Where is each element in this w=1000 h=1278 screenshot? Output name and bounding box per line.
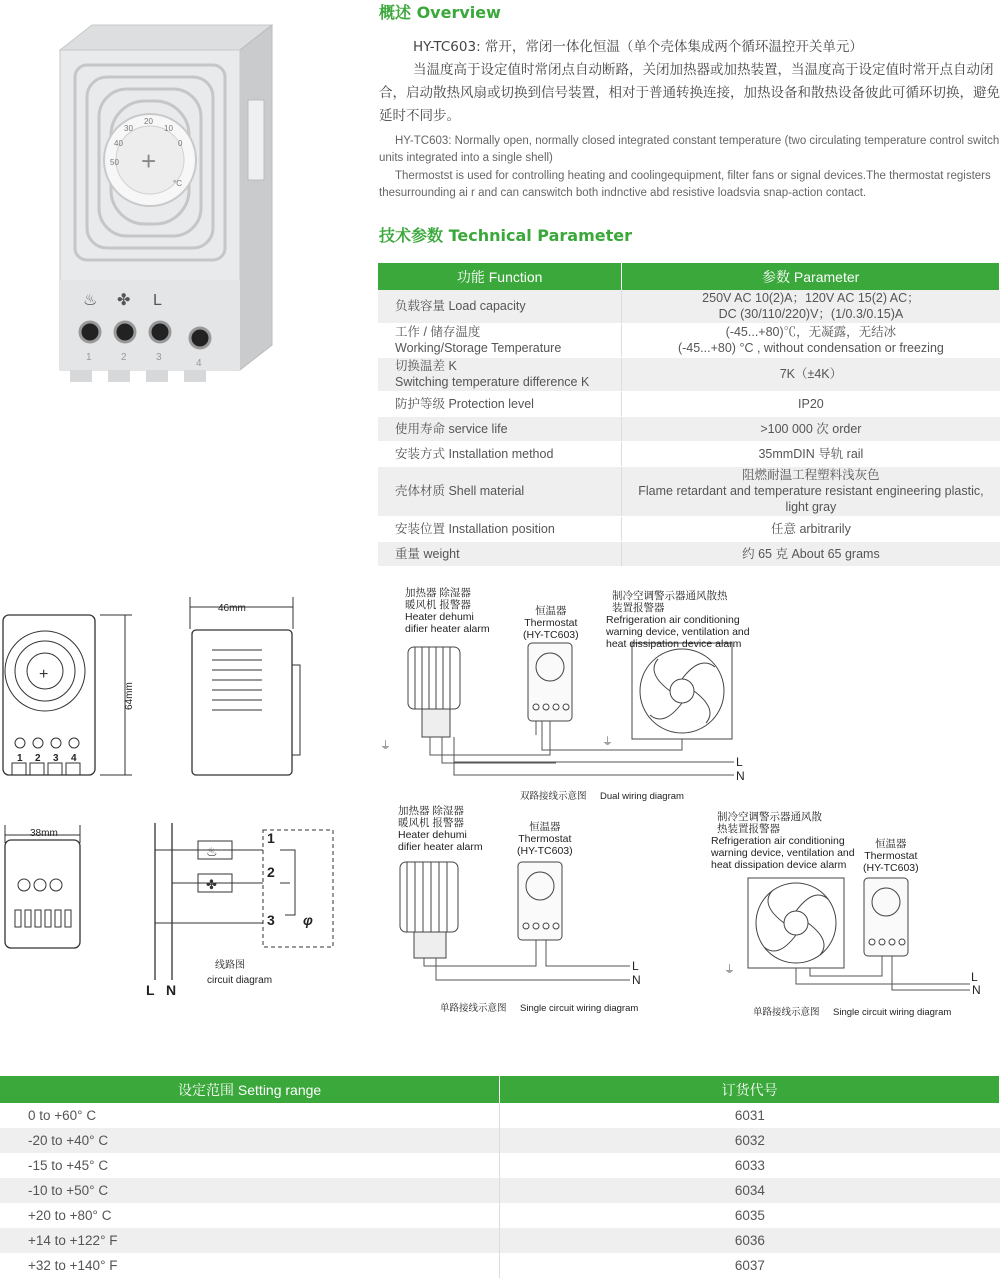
- spec-function: 安装位置 Installation position: [378, 516, 622, 541]
- dual-label-n: N: [736, 769, 745, 783]
- table-row: [0, 1253, 1000, 1278]
- terminal-number: 3: [156, 352, 162, 363]
- terminal-number: 1: [86, 352, 92, 363]
- table-row: [0, 1153, 1000, 1178]
- single-left-thermostat-label: 恒温器 Thermostat (HY-TC603): [517, 821, 573, 857]
- circuit-terminal-number: 3: [267, 912, 275, 928]
- ground-icon: ⏚: [602, 736, 613, 748]
- table-row: [378, 290, 1000, 323]
- front-terminal-number: 1: [17, 753, 23, 764]
- circuit-label-l: L: [146, 982, 155, 998]
- order-code: 6037: [500, 1253, 1000, 1278]
- table-row: [378, 323, 1000, 357]
- order-range: +32 to +140° F: [28, 1258, 118, 1273]
- spec-value: IP20: [622, 391, 1000, 416]
- spec-function: 负载容量 Load capacity: [378, 290, 622, 323]
- order-range: 0 to +60° C: [28, 1108, 97, 1123]
- circuit-heater-icon: ♨: [206, 844, 218, 859]
- table-row: [0, 1203, 1000, 1228]
- single-left-caption-cn: 单路接线示意图: [440, 1003, 507, 1014]
- ground-icon: ⏚: [380, 740, 391, 752]
- spec-value: 阻燃耐温工程塑料浅灰色 Flame retardant and temperature resistant engineering plastic, light gray: [622, 466, 1000, 516]
- front-view-cross-icon: +: [39, 666, 49, 683]
- single-left-label-l: L: [632, 959, 639, 973]
- single-left-caption-en: Single circuit wiring diagram: [520, 1003, 639, 1014]
- dual-heater-label: 加热器 除湿器 暖风机 报警器 Heater dehumi difier heater alarm: [405, 587, 490, 635]
- tech-title: 技术参数 Technical Parameter: [379, 226, 632, 245]
- circuit-terminal-number: 1: [267, 830, 275, 846]
- order-code: 6031: [500, 1103, 1000, 1128]
- terminal-number: 4: [196, 358, 202, 369]
- order-code: 6033: [500, 1153, 1000, 1178]
- dim-height: 64mm: [124, 682, 135, 710]
- terminal-l-symbol: L: [153, 292, 162, 309]
- spec-value: 250V AC 10(2)A；120V AC 15(2) AC； DC (30/110/220)V；(1/0.3/0.15)A: [622, 290, 1000, 323]
- heater-symbol-icon: ♨: [83, 292, 98, 309]
- table-row: [0, 1103, 1000, 1128]
- dial-cross-icon: +: [141, 146, 157, 176]
- dial-label: 10: [164, 124, 173, 133]
- order-range: +20 to +80° C: [28, 1208, 112, 1223]
- circuit-terminal-number: 2: [267, 864, 275, 880]
- spec-table: [378, 263, 1000, 567]
- circuit-phi: φ: [303, 912, 313, 928]
- table-row: [378, 441, 1000, 466]
- circuit-caption-cn: 线路图: [215, 960, 245, 971]
- single-left-heater-label: 加热器 除湿器 暖风机 报警器 Heater dehumi difier heater alarm: [398, 805, 483, 853]
- spec-value: 35mmDIN 导轨 rail: [622, 441, 1000, 466]
- dial-label: 40: [114, 139, 123, 148]
- order-col-range: 设定范围 Setting range: [0, 1076, 500, 1103]
- dial-unit: °C: [173, 179, 182, 188]
- single-right-caption-cn: 单路接线示意图: [753, 1007, 820, 1018]
- spec-value: 7K（±4K）: [622, 357, 1000, 391]
- order-code: 6032: [500, 1128, 1000, 1153]
- order-code: 6034: [500, 1178, 1000, 1203]
- spec-function: 工作 / 储存温度 Working/Storage Temperature: [378, 323, 622, 357]
- spec-function: 防护等级 Protection level: [378, 391, 622, 416]
- order-col-code: 订货代号: [500, 1076, 1000, 1103]
- dual-thermostat-label: 恒温器 Thermostat (HY-TC603): [523, 605, 579, 641]
- dual-caption-en: Dual wiring diagram: [600, 791, 684, 802]
- spec-value: >100 000 次 order: [622, 416, 1000, 441]
- spec-function: 重量 weight: [378, 541, 622, 566]
- order-range: +14 to +122° F: [0, 1228, 500, 1253]
- spec-header-row: [378, 263, 1000, 290]
- circuit-label-n: N: [166, 982, 177, 998]
- terminal-number: 2: [121, 352, 127, 363]
- circuit-fan-icon: ✤: [206, 877, 217, 892]
- front-terminal-number: 3: [53, 753, 59, 764]
- dual-label-l: L: [736, 755, 743, 769]
- overview-cn-line1: HY-TC603: 常开，常闭一体化恒温（单个壳体集成两个循环温控开关单元）: [413, 39, 863, 55]
- spec-function: 使用寿命 service life: [378, 416, 622, 441]
- front-terminal-number: 2: [35, 753, 41, 764]
- spec-function: 切换温差 K Switching temperature difference K: [378, 357, 622, 391]
- order-table: [0, 1076, 1000, 1278]
- single-right-fan-label: 制冷空调警示器通风散 热装置报警器 Refrigeration air conditioning warning device, ventilation and heat dissipation device alarm: [711, 811, 855, 871]
- product-photo: [40, 0, 310, 385]
- spec-value: (-45...+80)℃，无凝露，无结冰 (-45...+80) °C , without condensation or freezing: [622, 323, 1000, 357]
- spec-col-parameter: 参数 Parameter: [622, 263, 1000, 290]
- table-row: [378, 357, 1000, 391]
- dial-label: 50: [110, 158, 119, 167]
- dial-label: 30: [124, 124, 133, 133]
- table-row: [378, 541, 1000, 566]
- dimension-drawings: [0, 585, 340, 1005]
- order-range: -10 to +50° C: [0, 1178, 500, 1203]
- single-left-label-n: N: [632, 973, 641, 987]
- overview-title: 概述 Overview: [379, 3, 501, 22]
- overview-cn-paragraph: 当温度高于设定值时常闭点自动断路，关闭加热器或加热装置，当温度高于设定值时常开点自动闭合，启动散热风扇或切换到信号装置，相对于普通转换连接，加热设备和散热设备彼此可循环切换，避免延时不同步。: [379, 62, 1000, 124]
- single-right-label-n: N: [972, 983, 981, 997]
- ground-icon: ⏚: [724, 964, 735, 976]
- dim-width-top: 46mm: [218, 603, 246, 614]
- single-right-caption-en: Single circuit wiring diagram: [833, 1007, 952, 1018]
- dual-caption-cn: 双路接线示意图: [520, 791, 587, 802]
- front-terminal-number: 4: [71, 753, 77, 764]
- single-right-thermostat-label: 恒温器 Thermostat (HY-TC603): [863, 838, 919, 874]
- dial-label: 0: [178, 139, 183, 148]
- table-row: [378, 391, 1000, 416]
- spec-function: 安装方式 Installation method: [378, 441, 622, 466]
- table-row: [0, 1178, 1000, 1203]
- fan-symbol-icon: ✤: [117, 292, 131, 309]
- spec-value: 任意 arbitrarily: [622, 516, 1000, 541]
- order-range: -20 to +40° C: [0, 1128, 500, 1153]
- spec-function: 壳体材质 Shell material: [378, 466, 622, 516]
- table-row: [0, 1228, 1000, 1253]
- circuit-caption-en: circuit diagram: [207, 975, 273, 986]
- order-header-row: [0, 1076, 1000, 1103]
- dual-fan-label: 制冷空调警示器通风散热 装置报警器 Refrigeration air conditioning warning device, ventilation and heat dissipation device alarm: [606, 590, 750, 650]
- table-row: [378, 466, 1000, 516]
- spec-col-function: 功能 Function: [378, 263, 622, 290]
- table-row: [0, 1128, 1000, 1153]
- spec-value: 约 65 克 About 65 grams: [622, 541, 1000, 566]
- table-row: [378, 516, 1000, 541]
- dial-label: 20: [144, 117, 153, 126]
- overview-en-line1: HY-TC603: Normally open, normally closed integrated constant temperature (two circulating temperature control switch units integrated into a single shell): [379, 135, 1000, 164]
- dim-width-bottom: 38mm: [30, 828, 58, 839]
- order-code: 6036: [500, 1228, 1000, 1253]
- table-row: [378, 416, 1000, 441]
- single-right-label-l: L: [971, 970, 978, 984]
- order-range: -15 to +45° C: [28, 1158, 109, 1173]
- order-code: 6035: [500, 1203, 1000, 1228]
- overview-en-paragraph: Thermostst is used for controlling heating and coolingequipment, filter fans or signal devices.The thermostat registers thesurrounding ai r and can canswitch both indnctive abd resistive loadsvia snap-action contact.: [379, 170, 991, 199]
